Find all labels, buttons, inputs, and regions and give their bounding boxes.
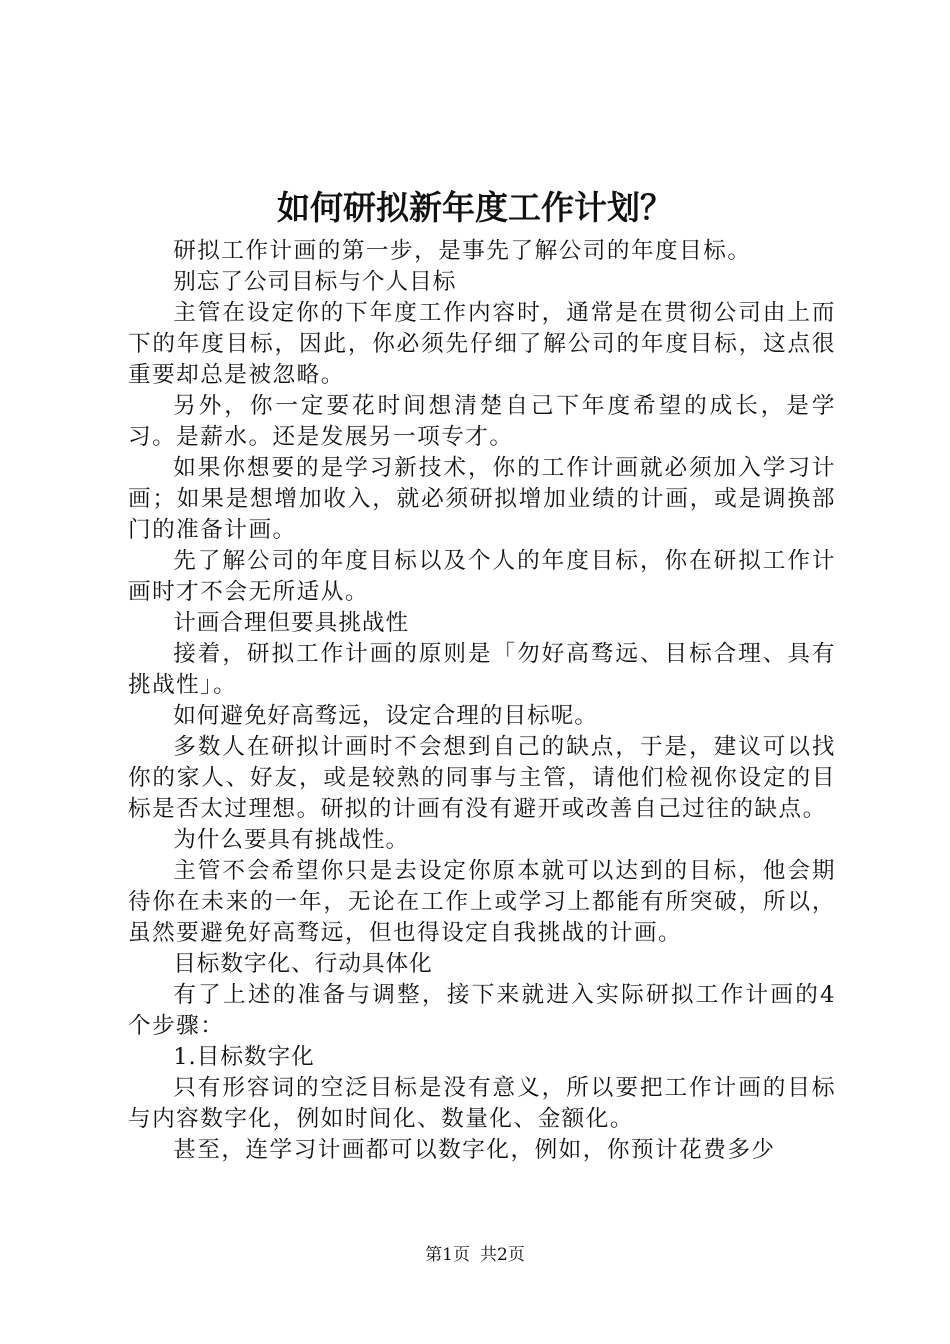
section-heading: 计画合理但要具挑战性 — [173, 610, 410, 636]
paragraph: 另外，你一定要花时间想清楚自己下年度希望的成长，是学习。是薪水。还是发展另一项专才。 — [128, 393, 836, 450]
step-heading: 1.目标数字化 — [173, 1044, 315, 1070]
paragraph: 只有形容词的空泛目标是没有意义，所以要把工作计画的目标与内容数字化，例如时间化、数量化、金额化。 — [128, 1075, 836, 1132]
paragraph: 多数人在研拟计画时不会想到自己的缺点，于是，建议可以找你的家人、好友，或是较熟的同事与主管，请他们检视你设定的目标是否太过理想。研拟的计画有没有避开或改善自己过往的缺点。 — [128, 734, 836, 822]
paragraph: 主管不会希望你只是去设定你原本就可以达到的目标，他会期待你在未来的一年，无论在工作上或学习上都能有所突破，所以，虽然要避免好高骛远，但也得设定自我挑战的计画。 — [128, 858, 836, 946]
page-total: 共2页 — [480, 1245, 525, 1265]
paragraph: 研拟工作计画的第一步，是事先了解公司的年度目标。 — [173, 238, 752, 264]
page-number: 第1页 — [425, 1245, 470, 1265]
paragraph: 主管在设定你的下年度工作内容时，通常是在贯彻公司由上而下的年度目标，因此，你必须先仔细了解公司的年度目标，这点很重要却总是被忽略。 — [128, 300, 836, 388]
paragraph: 如果你想要的是学习新技术，你的工作计画就必须加入学习计画；如果是想增加收入，就必须研拟增加业绩的计画，或是调换部门的准备计画。 — [128, 455, 836, 543]
paragraph: 有了上述的准备与调整，接下来就进入实际研拟工作计画的4个步骤： — [128, 982, 836, 1039]
paragraph: 先了解公司的年度目标以及个人的年度目标，你在研拟工作计画时才不会无所适从。 — [128, 548, 836, 605]
paragraph: 接着，研拟工作计画的原则是「勿好高骛远、目标合理、具有挑战性」。 — [128, 641, 836, 698]
document-body — [128, 236, 836, 1166]
page-footer — [0, 1244, 950, 1266]
question-line: 为什么要具有挑战性。 — [173, 827, 410, 853]
paragraph: 甚至，连学习计画都可以数字化，例如，你预计花费多少 — [173, 1137, 776, 1163]
document-title: 如何研拟新年度工作计划？ — [277, 188, 673, 227]
section-heading: 目标数字化、行动具体化 — [173, 951, 433, 977]
section-heading: 别忘了公司目标与个人目标 — [173, 269, 457, 295]
question-line: 如何避免好高骛远，设定合理的目标呢。 — [173, 703, 598, 729]
